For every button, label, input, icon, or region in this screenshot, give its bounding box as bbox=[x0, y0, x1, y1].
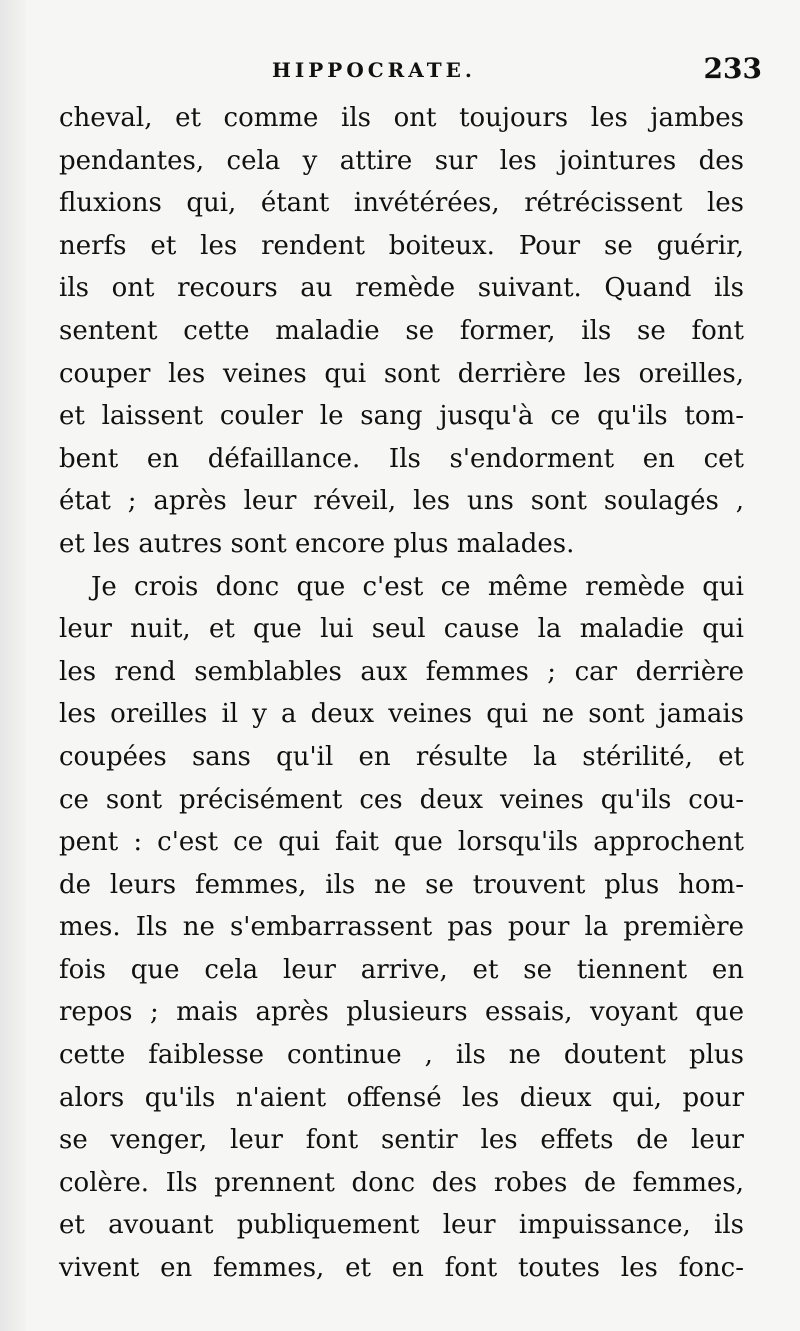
text-line: leur nuit, et que lui seul cause la maladie qui bbox=[59, 614, 744, 645]
text-line: fluxions qui, étant invétérées, rétrécissent les bbox=[59, 188, 744, 219]
page-number: 233 bbox=[703, 52, 762, 85]
text-line: repos ; mais après plusieurs essais, voyant que bbox=[59, 997, 744, 1028]
text-line: de leurs femmes, ils ne se trouvent plus hom- bbox=[59, 869, 744, 900]
text-line: les rend semblables aux femmes ; car derrière bbox=[59, 656, 744, 687]
text-line: bent en défaillance. Ils s'endorment en cet bbox=[59, 443, 744, 474]
text-line: cette faiblesse continue , ils ne doutent plus bbox=[59, 1040, 744, 1071]
text-line: ils ont recours au remède suivant. Quand ils bbox=[59, 273, 744, 304]
text-line: les oreilles il y a deux veines qui ne sont jamais bbox=[59, 699, 744, 730]
text-line: colère. Ils prennent donc des robes de femmes, bbox=[59, 1167, 744, 1198]
body-text bbox=[59, 97, 744, 1290]
text-line: sentent cette maladie se former, ils se font bbox=[59, 315, 744, 346]
text-line: et avouant publiquement leur impuissance, ils bbox=[59, 1210, 744, 1241]
text-line: ce sont précisément ces deux veines qu'ils cou- bbox=[59, 784, 744, 815]
text-line: coupées sans qu'il en résulte la stérilité, et bbox=[59, 741, 744, 772]
text-line: cheval, et comme ils ont toujours les jambes bbox=[59, 103, 744, 133]
text-line: nerfs et les rendent boiteux. Pour se guérir, bbox=[59, 230, 744, 261]
text-line: mes. Ils ne s'embarrassent pas pour la première bbox=[59, 912, 744, 943]
text-line: alors qu'ils n'aient offensé les dieux qui, pour bbox=[59, 1082, 744, 1113]
text-line: état ; après leur réveil, les uns sont soulagés , bbox=[59, 486, 744, 517]
paragraph-first-line: Je crois donc que c'est ce même remède qui bbox=[91, 571, 744, 602]
text-line: et laissent couler le sang jusqu'à ce qu'ils tom- bbox=[59, 401, 744, 432]
page-gutter bbox=[0, 0, 26, 1331]
running-title: HIPPOCRATE. bbox=[272, 58, 476, 82]
text-line: pendantes, cela y attire sur les jointures des bbox=[59, 145, 744, 176]
text-line: vivent en femmes, et en font toutes les fonc- bbox=[59, 1253, 744, 1284]
text-line: et les autres sont encore plus malades. bbox=[59, 528, 575, 559]
text-line: fois que cela leur arrive, et se tiennent en bbox=[59, 954, 744, 985]
text-line: couper les veines qui sont derrière les oreilles, bbox=[59, 358, 744, 389]
running-head bbox=[58, 52, 762, 92]
text-line: se venger, leur font sentir les effets de leur bbox=[59, 1125, 744, 1156]
text-line: pent : c'est ce qui fait que lorsqu'ils approchent bbox=[59, 827, 744, 858]
